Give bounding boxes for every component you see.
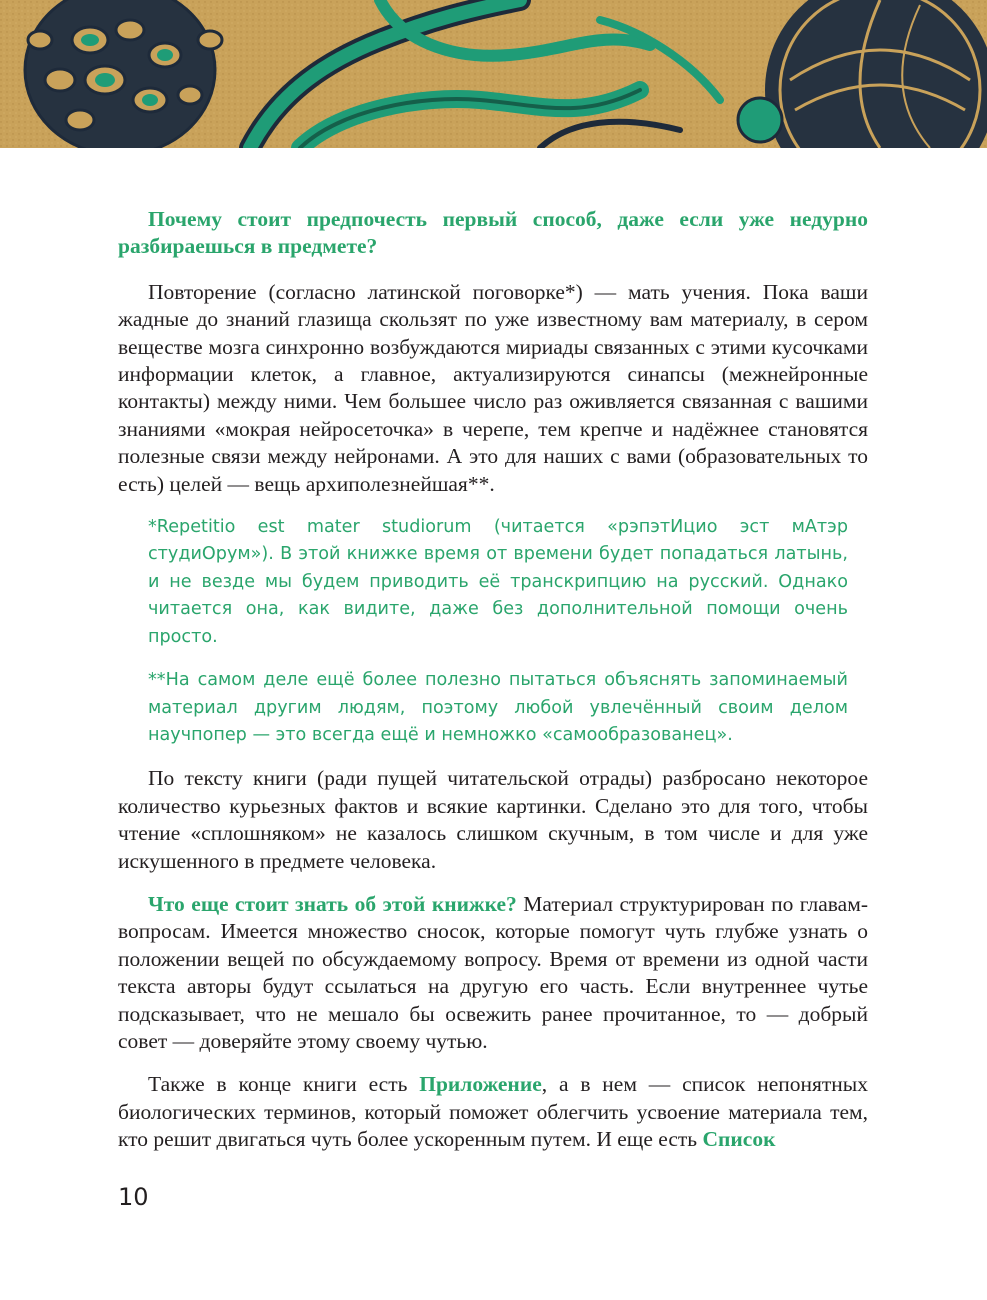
paragraph-repetition: Повторение (согласно латинской поговорке*) — мать учения. Пока ваши жадные до знаний глазища скользят по уже известному вам материалу, в сером веществе мозга синхронно возбуждаются мириады связанных с этими кусочками информации клеток, а главное, актуализируются синапсы (межнейронные контакты) между ними. Чем большее число раз оживляется связанная с вашими знаниями «мокрая нейросеточка» в черепе, тем крепче и надёжнее становятся полезные связи между нейронами. А это для наших с вами (образовательных то есть) целей — вещь архиполезнейшая**. bbox=[118, 279, 868, 496]
paragraph-structure-text: Материал структурирован по главам-вопросам. Имеется множество сносок, которые помогут чуть глубже узнать о положении вещей по обсуждаемому вопросу. Время от времени из одной части текста авторы будут ссылаться на другую его часть. Если внутреннее чутье подсказывает, что не мешало бы освежить ранее прочитанное, то — добрый совет — доверяйте этому своему чутью. bbox=[118, 891, 868, 1053]
paragraph-appendix bbox=[118, 1071, 868, 1153]
footnote-2: **На самом деле ещё более полезно пытаться объяснять запоминаемый материал другим людям, поэтому любой увлечённый своим делом научпопер — это всегда ещё и немножко «самообразованец». bbox=[148, 670, 848, 745]
paragraph-structure bbox=[118, 891, 868, 1055]
page-body bbox=[118, 206, 868, 1170]
footnote-1: *Repetitio est mater studiorum (читается «рэпэтИцио эст мАтэр студиОрум»). В этой книжке время от времени будет попадаться латынь, и не везде мы будем приводить её транскрипцию на русский. Однако читается она, как видите, даже без дополнительной помощи очень просто. bbox=[148, 517, 848, 647]
appendix-link[interactable]: Приложение bbox=[419, 1072, 542, 1097]
page-number: 10 bbox=[118, 1183, 149, 1211]
question-lead-2: Что еще стоит знать об этой книжке? bbox=[148, 891, 517, 916]
list-link[interactable]: Список bbox=[702, 1127, 776, 1152]
question-heading-1: Почему стоит предпочесть первый способ, даже если уже недурно разбираешься в предмете? bbox=[118, 207, 868, 259]
appendix-text-start: Также в конце книги есть bbox=[148, 1072, 420, 1097]
paragraph-facts: По тексту книги (ради пущей читательской отрады) разбросано некоторое количество курьезных фактов и всякие картинки. Сделано это для того, чтобы чтение «сплошняком» не казалось слишком скучным, в том числе и для уже искушенного в предмете человека. bbox=[118, 766, 868, 873]
header-illustration bbox=[0, 0, 987, 148]
appendix-text-mid: , а в нем — список непонятных биологических терминов, который поможет облегчить усвоение материала тем, кто решит двигаться чуть более ускоренным путем. И еще есть bbox=[118, 1072, 868, 1152]
engraved-biology-illustration-icon bbox=[0, 0, 987, 148]
